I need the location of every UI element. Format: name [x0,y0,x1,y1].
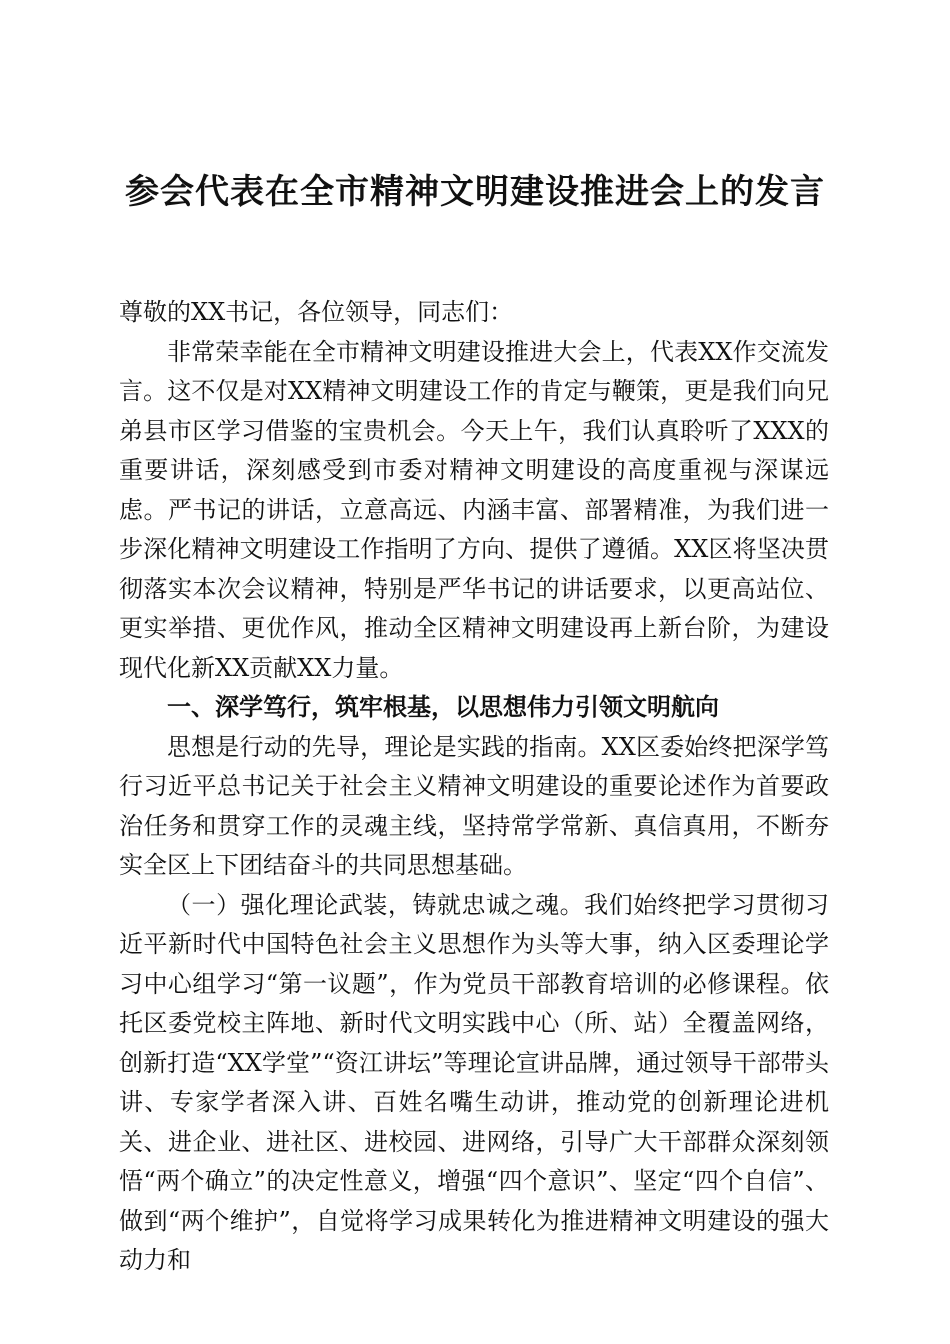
intro-paragraph: 非常荣幸能在全市精神文明建设推进大会上，代表XX作交流发言。这不仅是对XX精神文明建设工作的肯定与鞭策，更是我们向兄弟县市区学习借鉴的宝贵机会。今天上午，我们认真聆听了XXX的重要讲话，深刻感受到市委对精神文明建设的高度重视与深谋远虑。严书记的讲话，立意高远、内涵丰富、部署精准，为我们进一步深化精神文明建设工作指明了方向、提供了遵循。XX区将坚决贯彻落实本次会议精神，特别是严华书记的讲话要求，以更高站位、更实举措、更优作风，推动全区精神文明建设再上新台阶，为建设现代化新XX贡献XX力量。 [119,337,829,682]
salutation: 尊敬的XX书记，各位领导，同志们： [119,298,514,326]
section-paragraph: 思想是行动的先导，理论是实践的指南。XX区委始终把深学笃行习近平总书记关于社会主义精神文明建设的重要论述作为首要政治任务和贯穿工作的灵魂主线，坚持常学常新、真信真用，不断夯实全区上下团结奋斗的共同思想基础。 [119,732,829,879]
document-title: 参会代表在全市精神文明建设推进会上的发言 [125,172,825,212]
subsection-paragraph: （一）强化理论武装，铸就忠诚之魂。我们始终把学习贯彻习近平新时代中国特色社会主义思想作为头等大事，纳入区委理论学习中心组学习“第一议题”，作为党员干部教育培训的必修课程。依托区委党校主阵地、新时代文明实践中心（所、站）全覆盖网络，创新打造“XX学堂”“资江讲坛”等理论宣讲品牌，通过领导干部带头讲、专家学者深入讲、百姓名嘴生动讲，推动党的创新理论进机关、进企业、进社区、进校园、进网络，引导广大干部群众深刻领悟“两个确立”的决定性意义，增强“四个意识”、坚定“四个自信”、做到“两个维护”，自觉将学习成果转化为推进精神文明建设的强大动力和 [119,890,829,1274]
section-heading: 一、深学笃行，筑牢根基，以思想伟力引领文明航向 [167,693,719,721]
document-body [119,293,829,1281]
